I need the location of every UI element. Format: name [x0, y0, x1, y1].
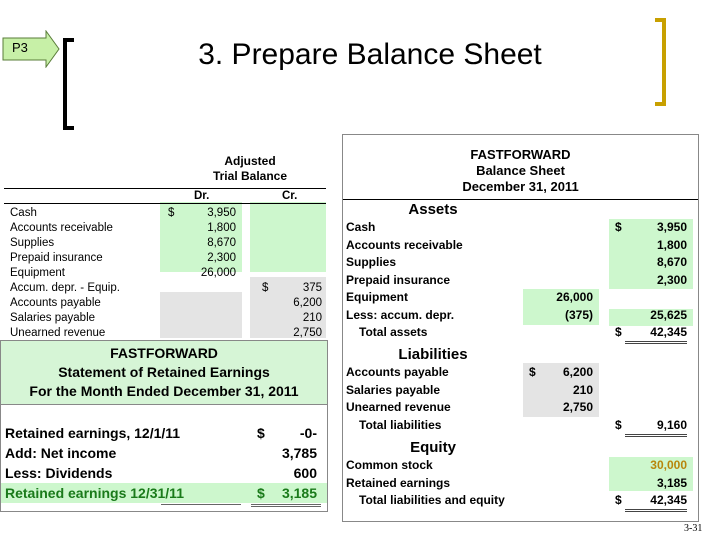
- equity-heading: Equity: [410, 439, 456, 456]
- re-row: [1, 423, 327, 443]
- page-number: 3-31: [684, 523, 703, 534]
- bs-rule: [343, 199, 698, 200]
- bs-label: Total liabilities and equity: [359, 493, 505, 507]
- p3-label: P3: [12, 40, 28, 55]
- bs-row: [343, 457, 698, 474]
- tb-row: [4, 236, 326, 251]
- bs-company: FASTFORWARD: [470, 147, 571, 162]
- tb-col-dr: Dr.: [194, 190, 210, 202]
- bs-label: Accounts receivable: [346, 237, 463, 252]
- tb-row: [4, 266, 326, 281]
- tb-row: [4, 296, 326, 311]
- bs-row: [343, 254, 698, 271]
- tb-account: Accum. depr. - Equip.: [10, 282, 120, 294]
- tb-row: [4, 281, 326, 296]
- bs-amount-outer: 42,345: [625, 492, 687, 512]
- bs-amount-outer: 42,345: [625, 324, 687, 344]
- tb-cr-amount: 210: [302, 312, 322, 324]
- bs-row: [343, 399, 698, 416]
- tb-title-1: Adjusted: [224, 154, 276, 168]
- bs-row: [343, 492, 698, 509]
- bs-row: [343, 324, 698, 341]
- tb-col-cr: Cr.: [282, 190, 298, 202]
- tb-dr-sign: $: [168, 207, 175, 219]
- tb-dr-amount: 1,800: [207, 222, 236, 234]
- tb-cr-sign: $: [262, 282, 269, 294]
- tb-account: Salaries payable: [10, 312, 96, 324]
- re-underline: [161, 504, 241, 505]
- tb-account: Accounts receivable: [10, 222, 113, 234]
- bs-label: Prepaid insurance: [346, 272, 451, 287]
- bs-sign-outer: $: [615, 417, 622, 432]
- re-amount: 600: [293, 465, 317, 481]
- bs-row: [343, 237, 698, 254]
- bracket-left: [62, 38, 76, 130]
- tb-row: [4, 326, 326, 341]
- tb-row: [4, 251, 326, 266]
- tb-dr-amount: 3,950: [207, 207, 236, 219]
- bs-row: [343, 417, 698, 434]
- bs-amount-outer: 8,670: [656, 255, 687, 269]
- re-row: [1, 463, 327, 483]
- tb-account: Cash: [10, 207, 37, 219]
- bs-amount-outer: 2,300: [656, 272, 687, 287]
- bs-header: [343, 147, 698, 195]
- re-double-underline: [251, 504, 321, 507]
- re-amount: 3,185: [281, 485, 317, 501]
- bs-amount-inner: 210: [572, 382, 593, 397]
- bs-row: [343, 307, 698, 324]
- bs-label: Supplies: [346, 255, 397, 269]
- bs-amount-outer: 30,000: [650, 458, 687, 472]
- bs-label: Total liabilities: [359, 417, 442, 432]
- re-label: Retained earnings 12/31/11: [5, 485, 184, 501]
- tb-cr-amount: 375: [302, 282, 322, 294]
- bs-sign-outer: $: [615, 493, 622, 507]
- tb-title-2: Trial Balance: [212, 169, 288, 183]
- bs-row: [343, 219, 698, 236]
- balance-sheet: [342, 134, 699, 522]
- bs-amount-outer: 3,950: [656, 220, 687, 234]
- bs-label: Accounts payable: [346, 365, 449, 379]
- re-period: For the Month Ended December 31, 2011: [29, 383, 299, 399]
- re-row: [1, 443, 327, 463]
- re-statement: Statement of Retained Earnings: [58, 364, 270, 380]
- tb-account: Prepaid insurance: [10, 252, 103, 264]
- re-label: Add: Net income: [5, 445, 117, 461]
- page-title: 3. Prepare Balance Sheet: [198, 38, 542, 71]
- bs-sign-outer: $: [615, 220, 622, 234]
- bs-label: Salaries payable: [346, 382, 441, 397]
- p3-tag: [2, 30, 60, 68]
- tb-dr-amount: 8,670: [207, 237, 236, 249]
- bs-label: Total assets: [359, 325, 428, 339]
- re-row: [1, 483, 327, 503]
- bs-row: [343, 475, 698, 492]
- bs-amount-outer: 25,625: [650, 307, 687, 322]
- tb-row: [4, 206, 326, 221]
- bs-row: [343, 382, 698, 399]
- re-label: Retained earnings, 12/1/11: [5, 425, 181, 441]
- liabilities-heading: Liabilities: [398, 346, 468, 363]
- assets-heading: Assets: [408, 201, 458, 218]
- tb-dr-amount: 2,300: [207, 252, 236, 264]
- bracket-right: [653, 18, 667, 106]
- retained-earnings-statement: [0, 340, 328, 512]
- bs-label: Cash: [346, 220, 376, 234]
- bs-amount-inner: 2,750: [562, 400, 593, 414]
- bs-sign-inner: $: [529, 365, 536, 379]
- bs-row: [343, 272, 698, 289]
- bs-label: Common stock: [346, 458, 433, 472]
- re-sign: $: [257, 485, 265, 501]
- bs-amount-outer: 1,800: [656, 237, 687, 252]
- bs-amount-outer: 3,185: [656, 475, 687, 490]
- bs-amount-inner: 26,000: [556, 290, 593, 304]
- re-amount: 3,785: [281, 445, 317, 461]
- bs-row: [343, 289, 698, 306]
- bs-amount-outer: 9,160: [625, 417, 687, 437]
- tb-row: [4, 311, 326, 326]
- trial-balance: [4, 152, 326, 339]
- bs-amount-inner: (375): [564, 307, 593, 322]
- tb-account: Equipment: [10, 267, 65, 279]
- bs-amount-inner: 6,200: [562, 365, 593, 379]
- bs-date: December 31, 2011: [462, 179, 579, 194]
- arrow-icon: [2, 30, 60, 68]
- bs-label: Equipment: [346, 290, 408, 304]
- tb-account: Supplies: [10, 237, 55, 249]
- re-header: [1, 341, 327, 405]
- tb-cr-amount: 6,200: [293, 297, 322, 309]
- tb-dr-amount: 26,000: [200, 267, 236, 279]
- bs-sign-outer: $: [615, 325, 622, 339]
- tb-account: Accounts payable: [10, 297, 101, 309]
- re-sign: $: [257, 425, 265, 441]
- bs-label: Unearned revenue: [346, 400, 451, 414]
- bs-row: [343, 364, 698, 381]
- bs-label: Retained earnings: [346, 475, 451, 490]
- bs-label: Less: accum. depr.: [346, 307, 455, 322]
- re-amount: -0-: [299, 425, 317, 441]
- re-company: FASTFORWARD: [110, 345, 218, 361]
- re-label: Less: Dividends: [5, 465, 113, 481]
- tb-account: Unearned revenue: [10, 327, 106, 339]
- tb-row: [4, 221, 326, 236]
- tb-cr-amount: 2,750: [293, 327, 322, 339]
- bs-statement: Balance Sheet: [476, 163, 565, 178]
